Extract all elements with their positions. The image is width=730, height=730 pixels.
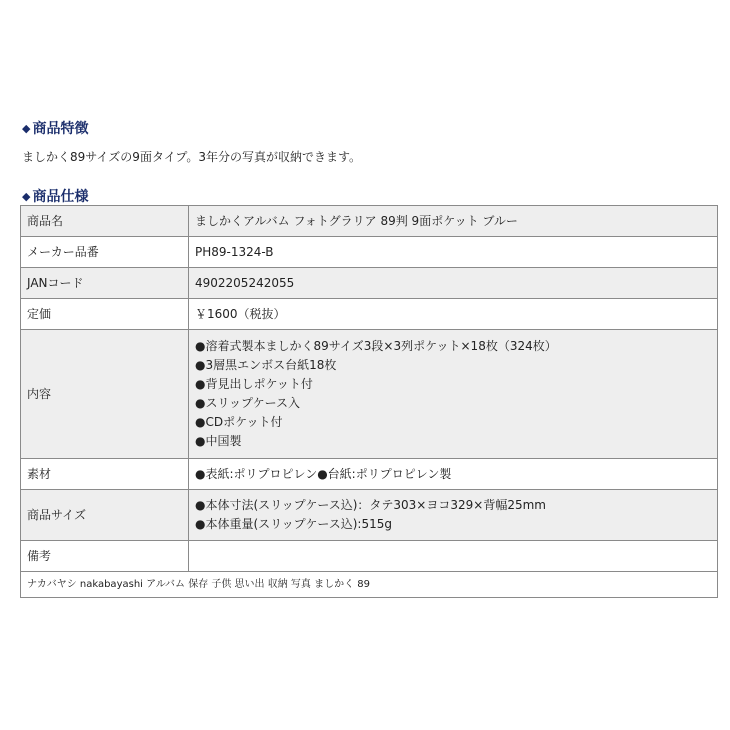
- table-row: [21, 459, 718, 490]
- row-value: ●表紙:ポリプロピレン●台紙:ポリプロピレン製: [189, 459, 718, 490]
- table-row: [21, 237, 718, 268]
- table-row: [21, 572, 718, 598]
- spec-heading-text: 商品仕様: [32, 189, 89, 205]
- row-label: 備考: [21, 541, 189, 572]
- row-label: 素材: [21, 459, 189, 490]
- row-label: 商品サイズ: [21, 490, 189, 541]
- row-value: PH89-1324-B: [189, 237, 718, 268]
- row-value: [189, 330, 718, 459]
- keywords-cell: ナカバヤシ nakabayashi アルバム 保存 子供 思い出 収納 写真 ましかく 89: [21, 572, 718, 598]
- table-row: [21, 299, 718, 330]
- list-item: ●背見出しポケット付: [195, 377, 313, 391]
- list-item: ●3層黒エンボス台紙18枚: [195, 358, 337, 372]
- spec-heading: [22, 186, 88, 206]
- list-item: ●CDポケット付: [195, 415, 283, 429]
- list-item: ●中国製: [195, 434, 242, 448]
- row-label: JANコード: [21, 268, 189, 299]
- row-value: ましかくアルバム フォトグラリア 89判 9面ポケット ブルー: [189, 206, 718, 237]
- row-label: 定価: [21, 299, 189, 330]
- list-item: ●溶着式製本ましかく89サイズ3段×3列ポケット×18枚（324枚）: [195, 339, 557, 353]
- row-label: メーカー品番: [21, 237, 189, 268]
- table-row: [21, 268, 718, 299]
- row-label: 商品名: [21, 206, 189, 237]
- row-value: [189, 490, 718, 541]
- spec-table: [20, 205, 718, 598]
- table-row: [21, 330, 718, 459]
- table-row: [21, 541, 718, 572]
- row-value: ￥1600（税抜）: [189, 299, 718, 330]
- diamond-bullet-icon: ◆: [22, 121, 31, 135]
- diamond-bullet-icon: ◆: [22, 189, 31, 203]
- list-item: ●スリップケース入: [195, 396, 301, 410]
- list-item: ●本体寸法(スリップケース込)：タテ303×ヨコ329×背幅25mm: [195, 498, 546, 512]
- row-value: [189, 541, 718, 572]
- features-heading-text: 商品特徴: [32, 121, 89, 137]
- row-value: 4902205242055: [189, 268, 718, 299]
- row-label: 内容: [21, 330, 189, 459]
- table-row: [21, 206, 718, 237]
- features-heading: [22, 118, 88, 138]
- table-row: [21, 490, 718, 541]
- features-description: ましかく89サイズの9面タイプ。3年分の写真が収納できます。: [22, 150, 362, 164]
- list-item: ●本体重量(スリップケース込):515g: [195, 517, 392, 531]
